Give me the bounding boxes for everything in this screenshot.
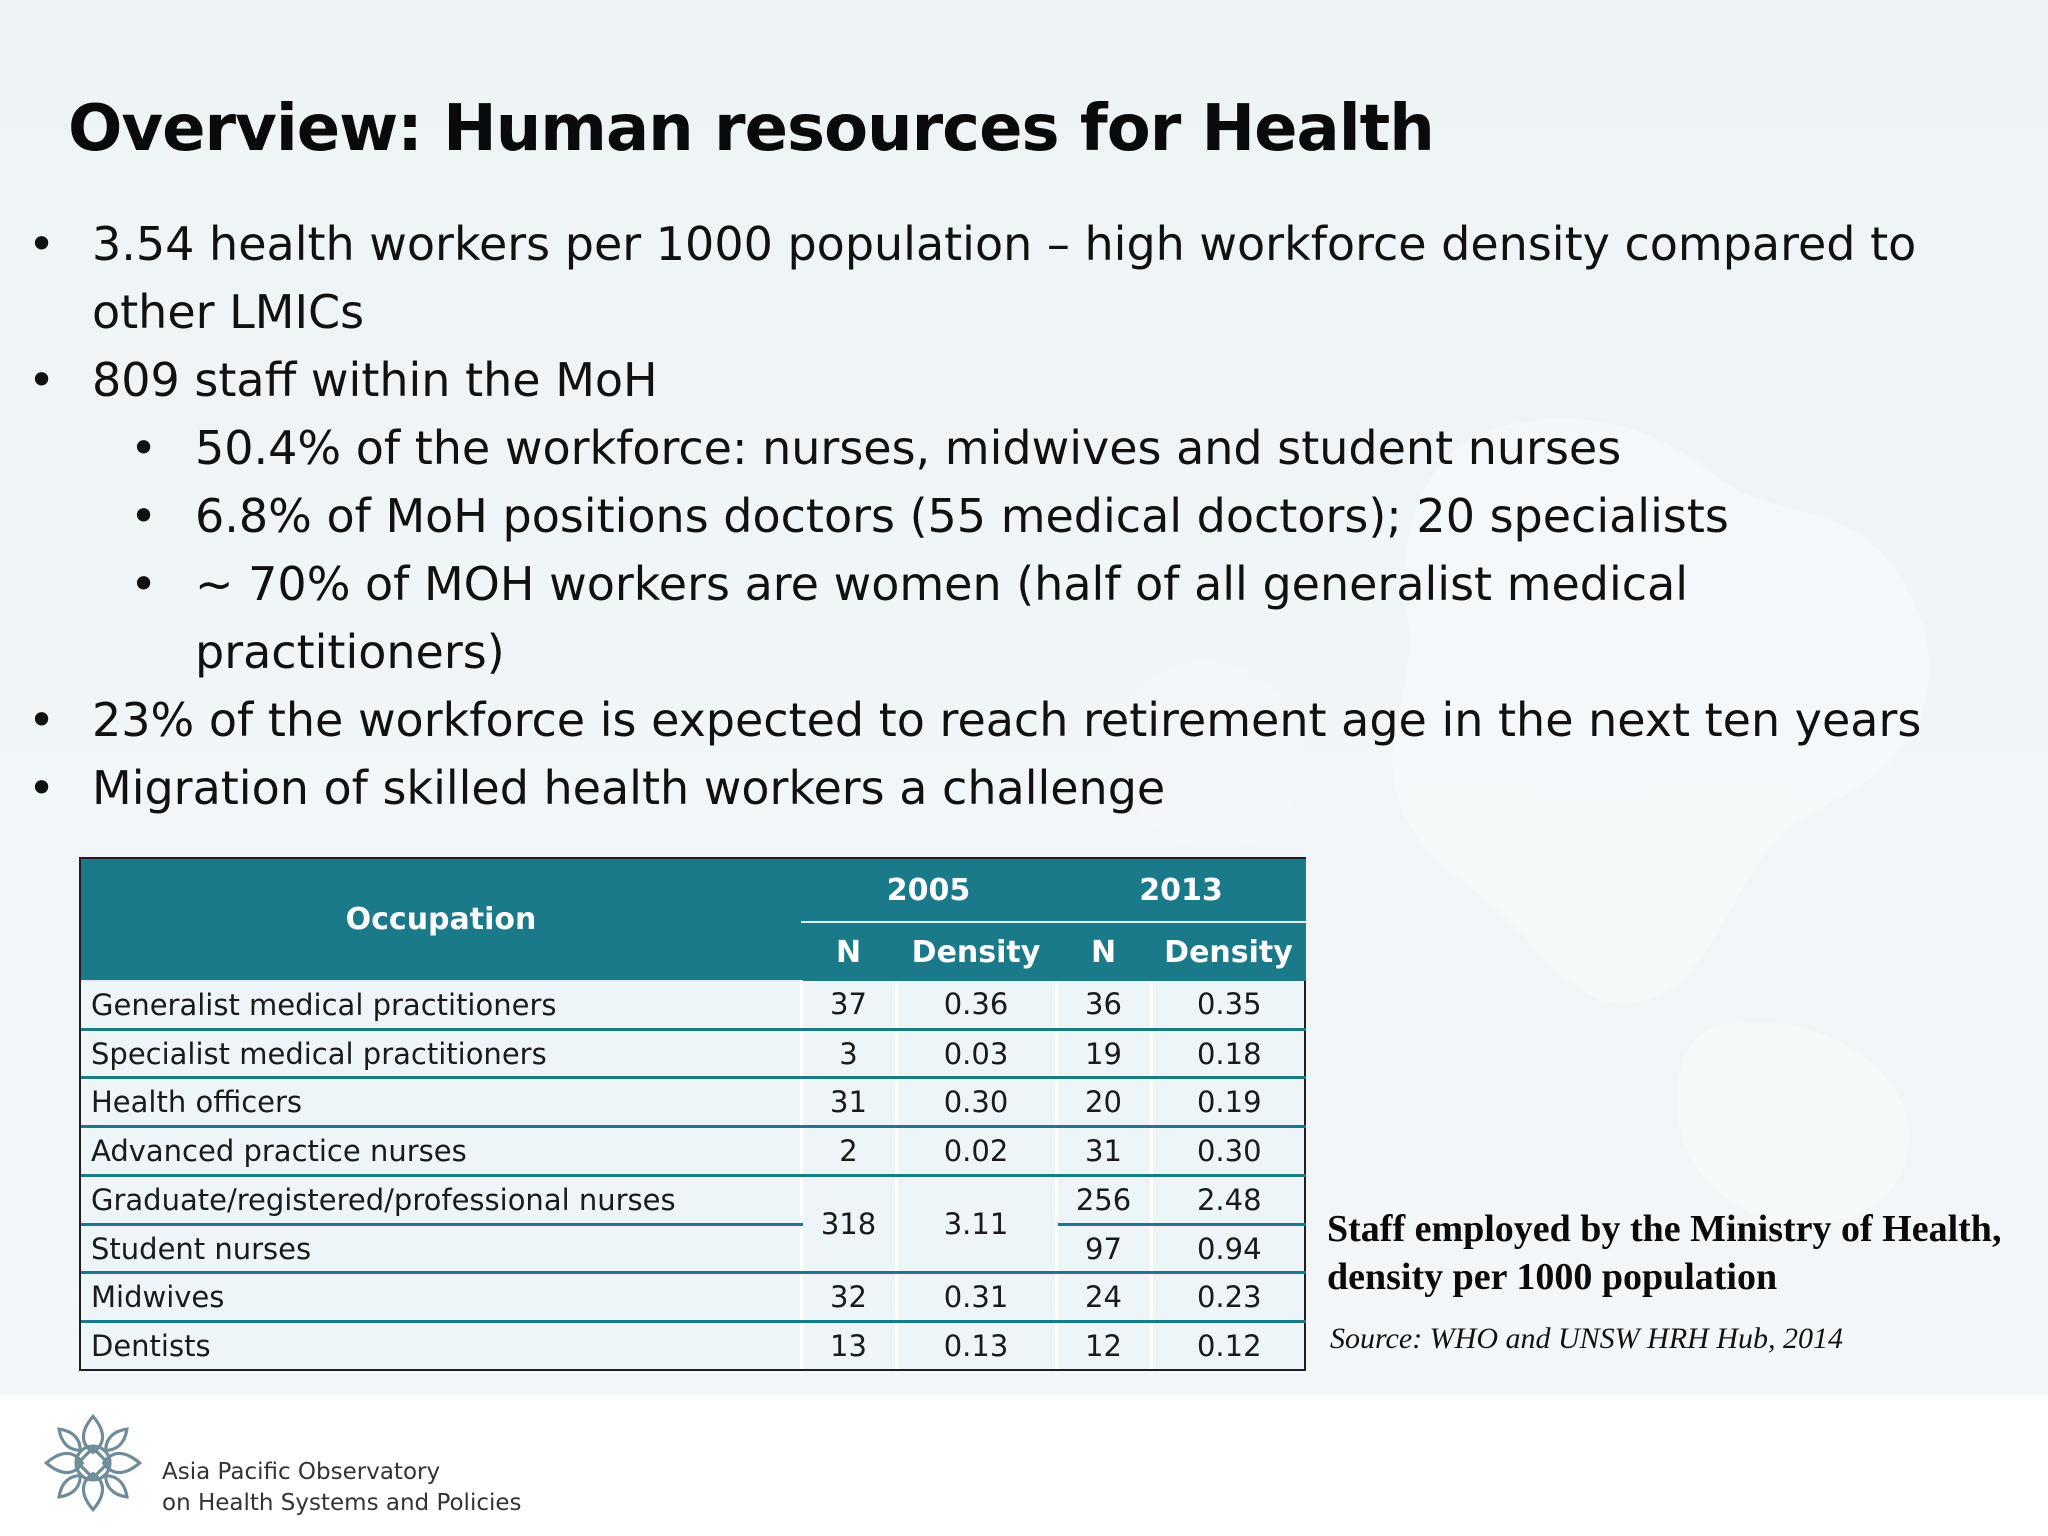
table-row (81, 1273, 1306, 1322)
organization-name (162, 1457, 522, 1519)
bullet-text-continuation: other LMICs (92, 285, 365, 339)
table-row (81, 1078, 1306, 1127)
n-2013-cell: 19 (1056, 1029, 1151, 1078)
n-2013-cell: 31 (1056, 1127, 1151, 1176)
n-2005-merged-cell: 318 (801, 1175, 896, 1273)
bullet-item (0, 210, 2000, 346)
year-header-2005: 2005 (801, 859, 1056, 922)
table-row (81, 1127, 1306, 1176)
density-2005-cell: 0.02 (896, 1127, 1056, 1176)
density-2013-cell: 0.94 (1151, 1224, 1306, 1273)
table-caption: Staff employed by the Ministry of Health, density per 1000 population (1327, 1208, 2002, 1298)
n-2013-cell: 24 (1056, 1273, 1151, 1322)
density-2013-cell: 2.48 (1151, 1175, 1306, 1224)
bullet-list (0, 210, 2000, 822)
hrh-table-container (79, 857, 1306, 1371)
density-2013-cell: 0.35 (1151, 981, 1306, 1029)
occupation-cell: Generalist medical practitioners (81, 981, 801, 1029)
bullet-dot: • (28, 353, 56, 407)
sub-bullet-item (0, 482, 2000, 550)
bullet-dot: • (28, 693, 56, 747)
org-name-line1: Asia Pacific Observatory (162, 1459, 441, 1485)
bullet-item (0, 346, 2000, 414)
bullet-dot: • (130, 421, 158, 475)
table-row (81, 1175, 1306, 1224)
bullet-text: 809 staff within the MoH (92, 353, 658, 407)
bullet-dot: • (28, 217, 56, 271)
table-row (81, 1322, 1306, 1369)
sub-bullet-item (0, 550, 2000, 686)
footer (0, 1395, 2048, 1536)
density-2005-cell: 0.13 (896, 1322, 1056, 1369)
bullet-text: 6.8% of MoH positions doctors (55 medical doctors); 20 specialists (195, 489, 1729, 543)
bullet-dot: • (28, 761, 56, 815)
occupation-cell: Health officers (81, 1078, 801, 1127)
n-2005-cell: 13 (801, 1322, 896, 1369)
hrh-table (81, 859, 1306, 1369)
table-row (81, 1029, 1306, 1078)
occupation-cell: Dentists (81, 1322, 801, 1369)
bullet-text: 3.54 health workers per 1000 population – high workforce density compared to (92, 217, 1917, 271)
bullet-dot: • (130, 489, 158, 543)
n-2013-cell: 97 (1056, 1224, 1151, 1273)
density-2005-cell: 0.30 (896, 1078, 1056, 1127)
density-header-2005: Density (896, 922, 1056, 981)
n-2013-cell: 256 (1056, 1175, 1151, 1224)
density-2013-cell: 0.19 (1151, 1078, 1306, 1127)
occupation-cell: Advanced practice nurses (81, 1127, 801, 1176)
bullet-text: 23% of the workforce is expected to reach retirement age in the next ten years (92, 693, 1922, 747)
density-2013-cell: 0.30 (1151, 1127, 1306, 1176)
density-2005-cell: 0.31 (896, 1273, 1056, 1322)
density-2013-cell: 0.12 (1196, 1329, 1262, 1364)
density-header-2013: Density (1151, 922, 1306, 981)
n-2005-cell: 32 (801, 1273, 896, 1322)
occupation-header: Occupation (81, 859, 801, 981)
density-2005-cell: 0.03 (896, 1029, 1056, 1078)
n-2005-cell: 37 (801, 981, 896, 1029)
occupation-cell: Midwives (81, 1273, 801, 1322)
table-row (81, 1224, 1306, 1273)
bullet-text-continuation: practitioners) (195, 625, 505, 679)
bullet-text: Migration of skilled health workers a challenge (92, 761, 1166, 815)
n-2013-cell: 36 (1056, 981, 1151, 1029)
density-2013-cell: 0.18 (1151, 1029, 1306, 1078)
n-header-2013: N (1056, 922, 1151, 981)
bullet-dot: • (130, 557, 158, 611)
n-header-2005: N (801, 922, 896, 981)
slide-title: Overview: Human resources for Health (68, 92, 1434, 166)
occupation-cell: Specialist medical practitioners (81, 1029, 801, 1078)
observatory-logo-icon (40, 1410, 146, 1516)
density-2005-merged-cell: 3.11 (896, 1175, 1056, 1273)
bullet-text: 50.4% of the workforce: nurses, midwives and student nurses (195, 421, 1622, 475)
n-2005-cell: 3 (801, 1029, 896, 1078)
n-2013-cell: 20 (1056, 1078, 1151, 1127)
bullet-text: ~ 70% of MOH workers are women (half of all generalist medical (195, 557, 1689, 611)
year-header-2013: 2013 (1056, 859, 1306, 922)
n-2013-cell: 12 (1056, 1322, 1151, 1369)
sub-bullet-item (0, 414, 2000, 482)
n-2005-cell: 31 (801, 1078, 896, 1127)
bullet-item (0, 686, 2000, 754)
bullet-item (0, 754, 2000, 822)
source-citation: Source: WHO and UNSW HRH Hub, 2014 (1330, 1322, 1843, 1355)
density-2005-cell: 0.36 (896, 981, 1056, 1029)
n-2005-cell: 2 (801, 1127, 896, 1176)
occupation-cell: Student nurses (81, 1224, 801, 1273)
table-row (81, 981, 1306, 1029)
density-2013-cell: 0.23 (1151, 1273, 1306, 1322)
org-name-line2: on Health Systems and Policies (162, 1490, 522, 1516)
occupation-cell: Graduate/registered/professional nurses (81, 1175, 801, 1224)
